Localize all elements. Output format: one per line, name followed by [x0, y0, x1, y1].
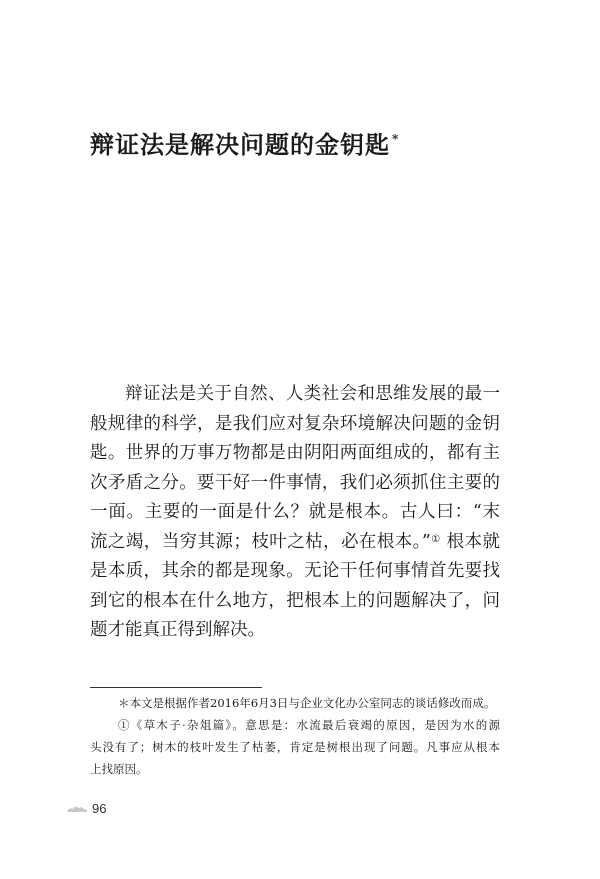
body-paragraph: [90, 380, 500, 646]
title-footnote-mark: *: [392, 132, 400, 146]
body-line: 辩证法是关于自然、人类社会和思维发展的最一: [125, 384, 500, 404]
body-line: 般规律的科学，是我们应对复杂环境解决问题的金钥: [90, 413, 500, 434]
body-line: 匙。世界的万事万物都是由阴阳两面组成的，都有主: [90, 443, 500, 463]
body-line-tail: 根本就: [446, 531, 500, 552]
page-footer: [66, 801, 106, 816]
footnote-author-note: ＊本文是根据作者2016年6月3日与企业文化办公室同志的谈话修改而成。: [118, 696, 496, 710]
page-title: [90, 128, 399, 162]
body-line: 次矛盾之分。要干好一件事情，我们必须抓住主要的: [90, 472, 500, 493]
footnote-divider: [90, 687, 262, 688]
footnote-line: ①《草木子·杂俎篇》。意思是：水流最后衰竭的原因，是因为水的源: [118, 718, 500, 732]
footnote-line: 头没有了；树木的枝叶发生了枯萎，肯定是树根出现了问题。凡事应从根本: [90, 740, 500, 754]
body-line-text: 流之竭，当穷其源；枝叶之枯，必在根本。”: [90, 531, 431, 552]
body-line-with-footnote: [90, 528, 500, 558]
footnotes: [90, 692, 500, 780]
body-line: 一面。主要的一面是什么？就是根本。古人曰：“末: [90, 502, 500, 522]
body-line: 到它的根本在什么地方，把根本上的问题解决了，问: [90, 590, 500, 611]
body-line: 题才能真正得到解决。: [90, 620, 265, 640]
footnote-line: 上找原因。: [90, 762, 148, 776]
footnote-reference: ①: [430, 533, 441, 545]
body-line: 是本质，其余的都是现象。无论干任何事情首先要找: [90, 561, 500, 581]
page-number: 96: [92, 801, 107, 816]
cloud-ornament-icon: [66, 804, 88, 814]
title-text: 辩证法是解决问题的金钥匙: [90, 130, 390, 159]
